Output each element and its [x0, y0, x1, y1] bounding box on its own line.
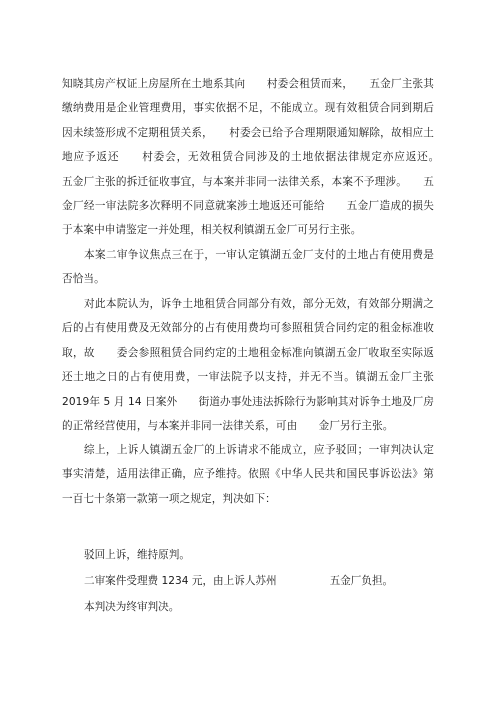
paragraph-court-opinion: 对此本院认为，诉争土地租赁合同部分有效，部分无效，有效部分期满之后的占有使用费及无效部分的占有使用费均可参照租赁合同约定的租金标准收取，故 委会参照租赁合同约定的土地租金标准向镇湖五金厂收取至实际返还土地之日的占有使用费，一审法院予以支持，并无不当。镇湖五金厂主张 2019年 5 月 14 日案外 街道办事处违法拆除行为影响其对诉争土地及厂房的正常经营使用，与本案并非同一法律关系，可由 金厂另行主张。 [62, 298, 434, 433]
paragraph-dispute-focus: 本案二审争议焦点三在于，一审认定镇湖五金厂支付的土地占有使用费是否恰当。 [62, 249, 434, 286]
paragraph-conclusion: 综上，上诉人镇湖五金厂的上诉请求不能成立，应予驳回；一审判决认定事实清楚，适用法律正确，应予维持。依照《中华人民共和国民事诉讼法》第一百七十条第一款第一项之规定，判决如下： [62, 444, 434, 505]
judgment-line-final: 本判决为终审判决。 [84, 601, 180, 613]
paragraph-continuation: 知晓其房产权证上房屋所在土地系其向 村委会租赁而来， 五金厂主张其缴纳费用是企业管理费用，事实依据不足，不能成立。现有效租赁合同到期后因未续签形成不定期租赁关系， 村委会已给予合理期限通知解除，故相应土地应予返还 村委会，无效租赁合同涉及的土地依据法律规定亦应返还。 五金厂主张的拆迁征收事宜，与本案并非同一法律关系，本案不予理涉。 五金厂经一审法院多次释明不同意就案涉土地返还可能给 五金厂造成的损失于本案中申请鉴定一并处理，相关权利镇湖五金厂可另行主张。 [62, 78, 456, 237]
judgment-line-dismiss: 驳回上诉，维持原判。 [84, 549, 190, 561]
judgment-line-fee: 二审案件受理费 1234 元，由上诉人苏州 五金厂负担。 [84, 575, 394, 587]
